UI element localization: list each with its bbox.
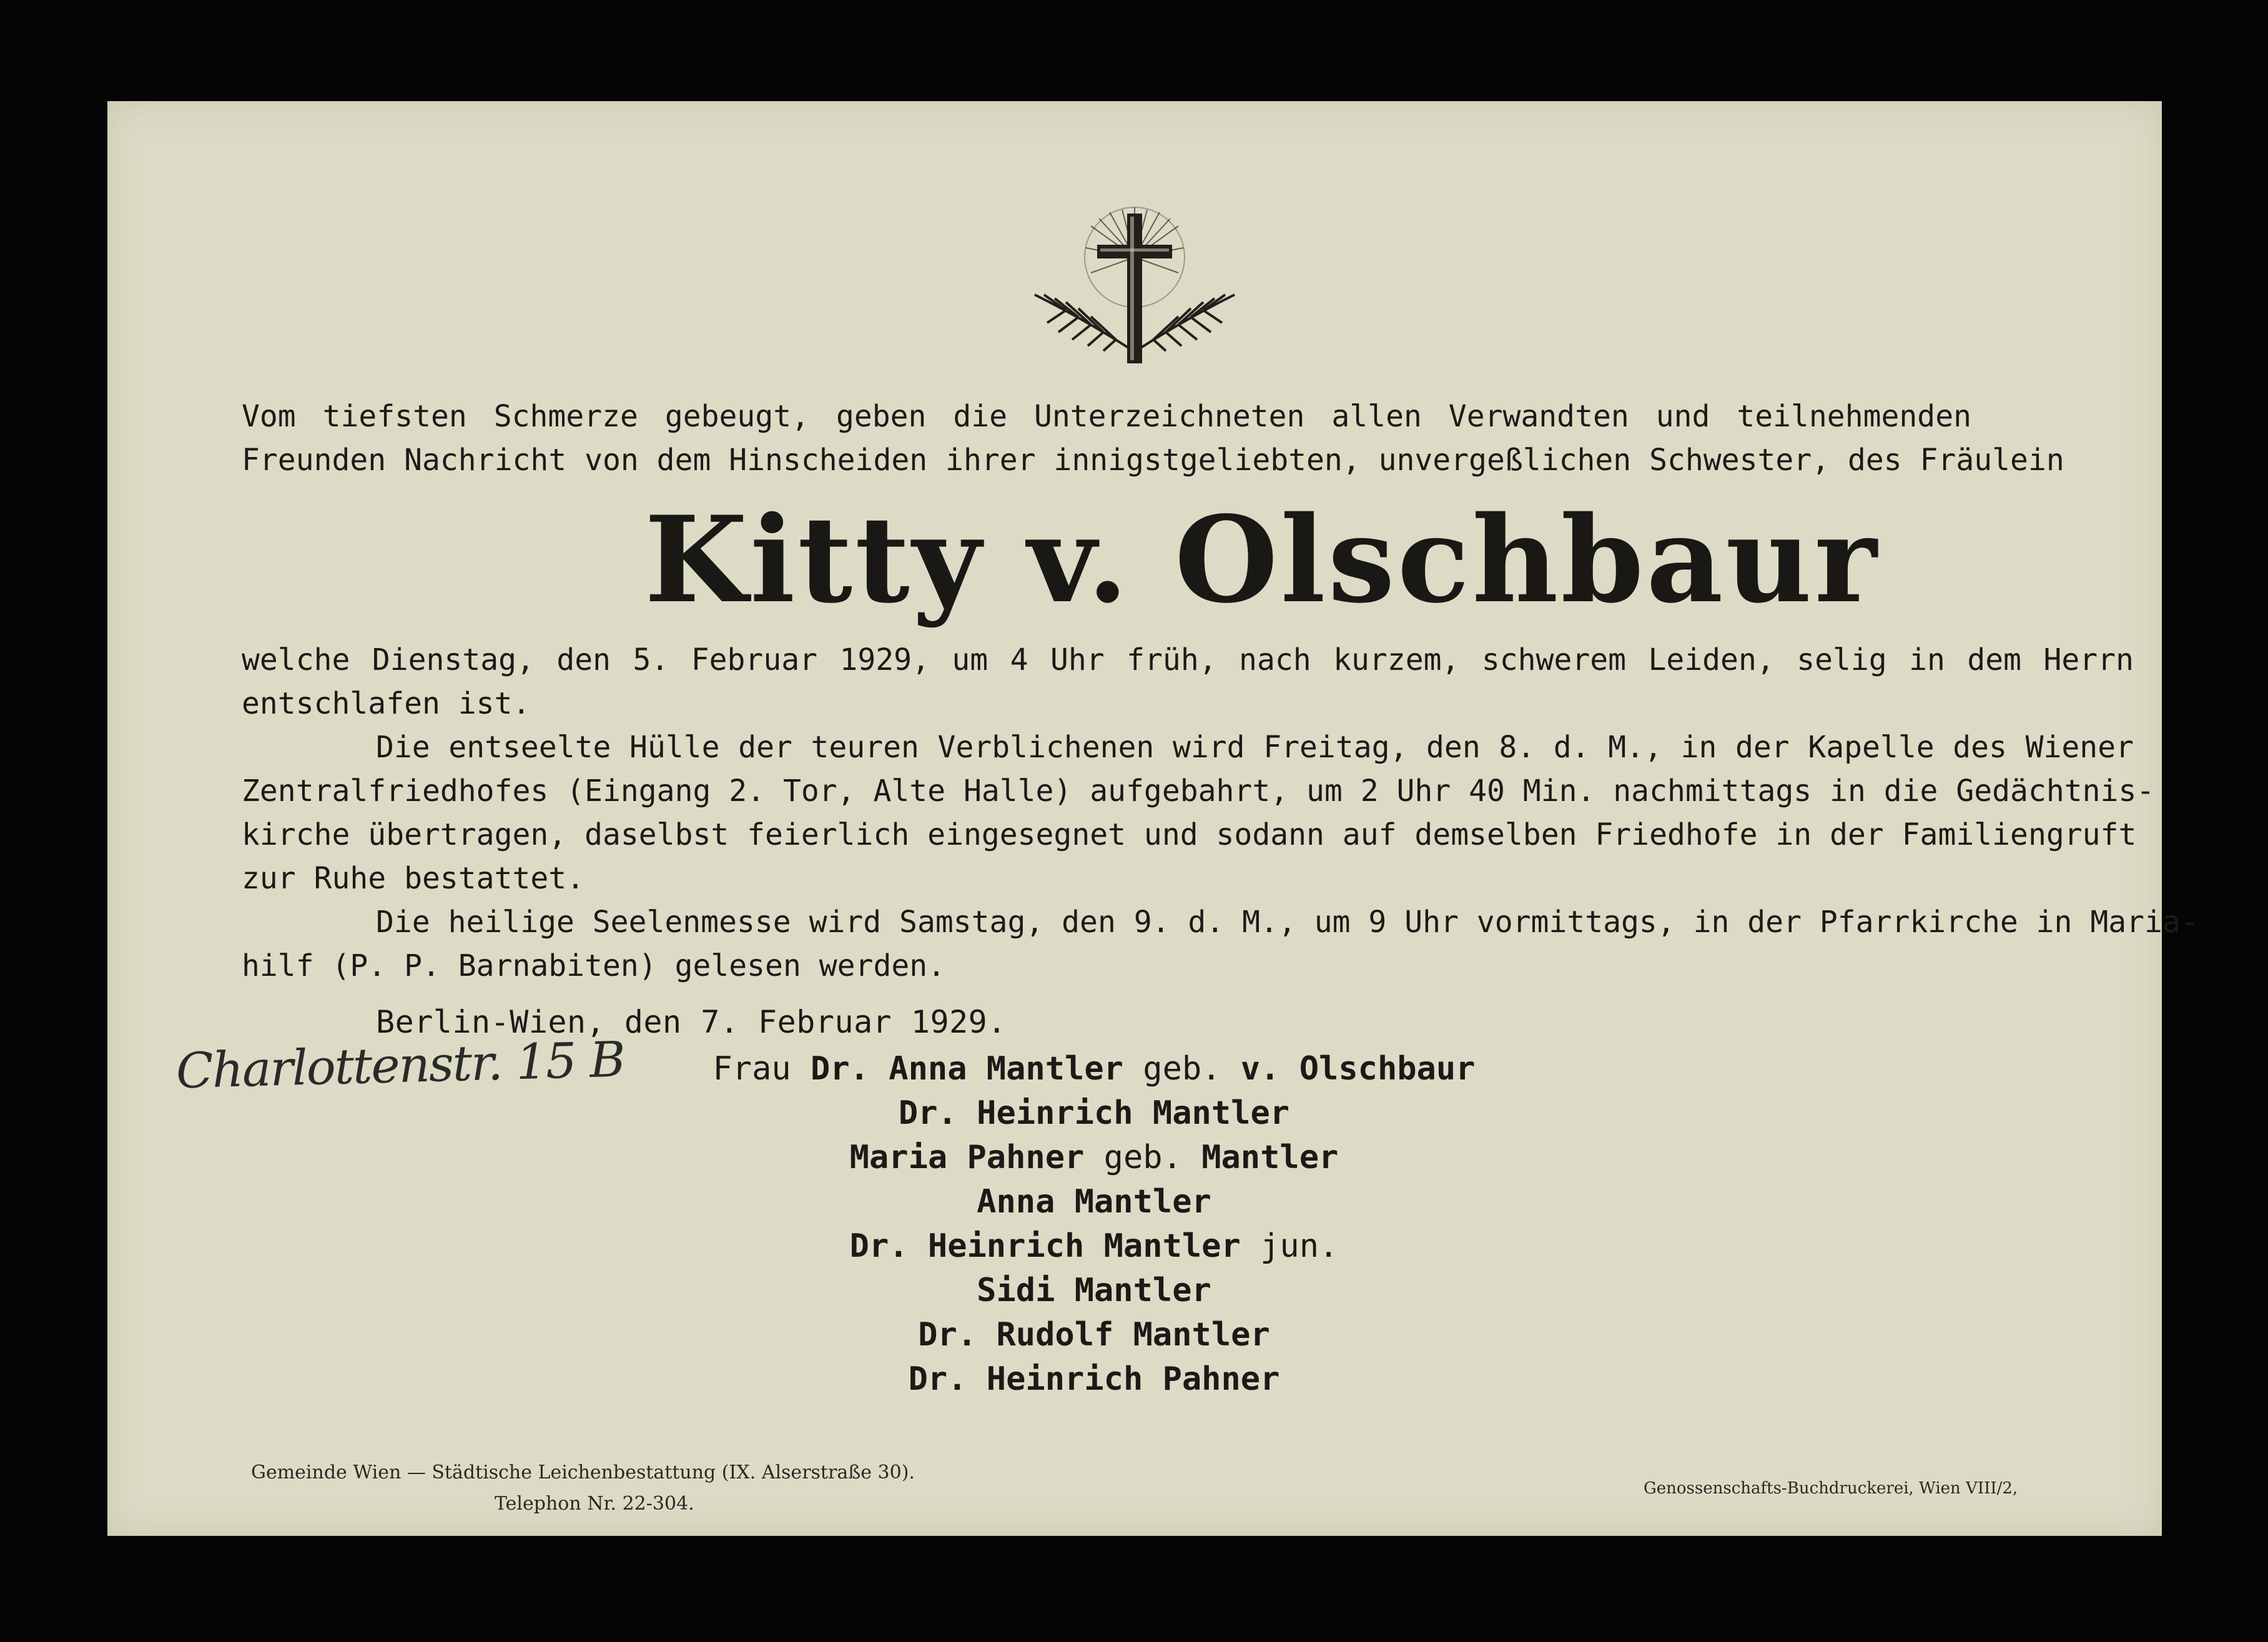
footer-left-line-1: Gemeinde Wien — Städtische Leichenbestattung (IX. Alserstraße 30).: [251, 1462, 915, 1483]
footer-printer: Genossenschafts-Buchdruckerei, Wien VIII/2,: [1644, 1479, 2018, 1498]
funeral-line-2: Zentralfriedhofes (Eingang 2. Tor, Alte Halle) aufgebahrt, um 2 Uhr 40 Min. nachmittags in die Gedächtnis-: [242, 774, 2155, 809]
funeral-line-3: kirche übertragen, daselbst feierlich eingesegnet und sodann auf demselben Friedhofe in der Familiengruft: [242, 817, 2137, 852]
mourner-3: Maria Pahner geb. Mantler: [849, 1139, 1339, 1176]
mourner-6: Sidi Mantler: [977, 1272, 1211, 1309]
death-line-1: welche Dienstag, den 5. Februar 1929, um 4 Uhr früh, nach kurzem, schwerem Leiden, selig in dem Herrn: [242, 642, 2134, 677]
mass-paragraph-first: [376, 900, 2199, 944]
mourner-5: Dr. Heinrich Mantler jun.: [849, 1227, 1339, 1265]
mass-line-2: hilf (P. P. Barnabiten) gelesen werden.: [242, 948, 946, 983]
mourner-7: Dr. Rudolf Mantler: [918, 1316, 1270, 1354]
death-paragraph: [242, 638, 2134, 725]
mourner-2: Dr. Heinrich Mantler: [898, 1094, 1290, 1132]
footer-left-line-2: Telephon Nr. 22-304.: [495, 1493, 694, 1515]
obituary-card: [107, 101, 2199, 1536]
deceased-name: Kitty v. Olschbaur: [644, 490, 1880, 629]
intro-paragraph-2: [242, 438, 2064, 482]
funeral-line-1: Die entseelte Hülle der teuren Verblichenen wird Freitag, den 8. d. M., in der Kapelle des Wiener: [376, 730, 2134, 765]
funeral-line-4: zur Ruhe bestattet.: [242, 861, 585, 896]
mourner-4: Anna Mantler: [977, 1183, 1211, 1221]
intro-paragraph: [242, 395, 1971, 438]
funeral-paragraph-first: [376, 725, 2134, 769]
mass-line-1: Die heilige Seelenmesse wird Samstag, den 9. d. M., um 9 Uhr vormittags, in der Pfarrkirche in Maria-: [376, 905, 2199, 940]
intro-line-2: Freunden Nachricht von dem Hinscheiden ihrer innigstgeliebten, unvergeßlichen Schwester, des Fräulein: [242, 443, 2064, 478]
place-date: Berlin-Wien, den 7. Februar 1929.: [376, 1004, 1007, 1040]
cross-with-palm-fronds-icon: [1028, 201, 1241, 370]
mourner-1: Frau Dr. Anna Mantler geb. v. Olschbaur: [712, 1050, 1476, 1088]
mass-paragraph: [242, 944, 2134, 988]
handwritten-address: Charlottenstr. 15 B: [175, 1031, 625, 1100]
death-line-2: entschlafen ist.: [242, 686, 531, 721]
mourner-8: Dr. Heinrich Pahner: [908, 1360, 1280, 1398]
intro-line-1: Vom tiefsten Schmerze gebeugt, geben die Unterzeichneten allen Verwandten und teilnehmenden: [242, 399, 1971, 434]
funeral-paragraph: [242, 769, 2155, 900]
mourners-list: [520, 1047, 1669, 1447]
